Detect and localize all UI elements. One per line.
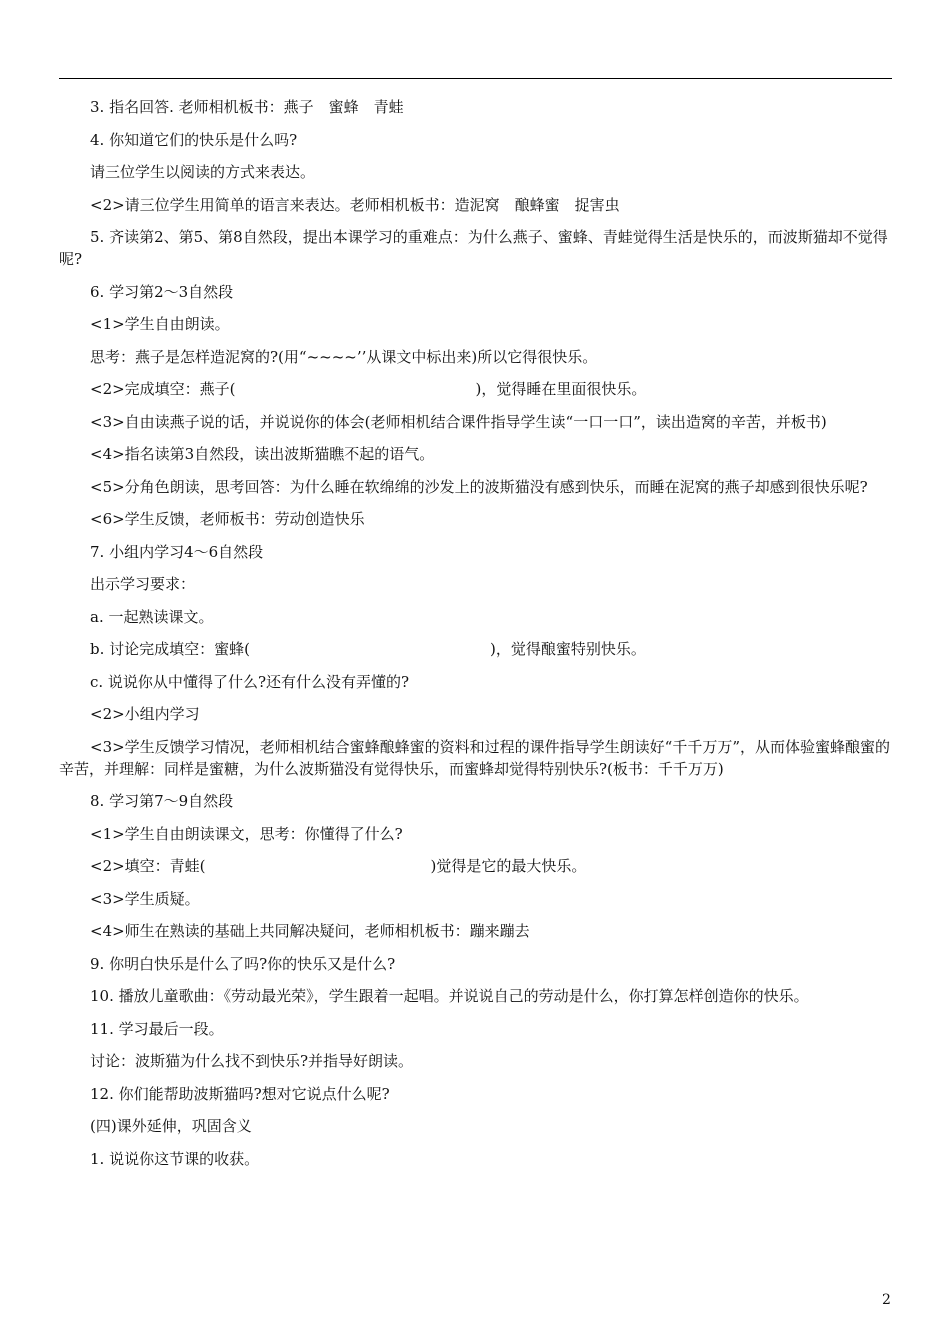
paragraph: (四)课外延伸，巩固含义 <box>90 1117 252 1135</box>
paragraph: <6>学生反馈，老师板书：劳动创造快乐 <box>90 510 365 528</box>
paragraph: 4. 你知道它们的快乐是什么吗? <box>90 130 298 149</box>
paragraph: 10. 播放儿童歌曲：《劳动最光荣》，学生跟着一起唱。并说说自己的劳动是什么，你打算怎样创造你的快乐。 <box>90 987 809 1005</box>
paragraph: <2>填空：青蛙( )觉得是它的最大快乐。 <box>90 857 587 875</box>
paragraph: <5>分角色朗读，思考回答：为什么睡在软绵绵的沙发上的波斯猫没有感到快乐，而睡在泥窝的燕子却感到很快乐呢? <box>90 477 868 496</box>
paragraph: <3>学生质疑。 <box>90 889 200 908</box>
paragraph: a. 一起熟读课文。 <box>90 607 214 626</box>
paragraph: <2>完成填空：燕子( )，觉得睡在里面很快乐。 <box>90 380 647 398</box>
paragraph: 5. 齐读第2、第5、第8自然段，提出本课学习的重难点：为什么燕子、蜜蜂、青蛙觉得生活是快乐的，而波斯猫却不觉得呢? <box>59 228 888 268</box>
paragraph: 1. 说说你这节课的收获。 <box>90 1149 260 1168</box>
paragraph: c. 说说你从中懂得了什么?还有什么没有弄懂的? <box>90 672 410 691</box>
paragraph: <3>自由读燕子说的话，并说说你的体会(老师相机结合课件指导学生读“一口一口”，读出造窝的辛苦，并板书) <box>90 412 827 431</box>
paragraph: 出示学习要求： <box>90 575 196 593</box>
paragraph: <3>学生反馈学习情况，老师相机结合蜜蜂酿蜂蜜的资料和过程的课件指导学生朗读好“千千万万”，从而体验蜜蜂酿蜜的辛苦，并理解：同样是蜜糖，为什么波斯猫没有觉得快乐，而蜜蜂却觉得特别快乐?(板书：千千万万) <box>59 737 891 778</box>
paragraph: 思考：燕子是怎样造泥窝的?(用“~~~~’’从课文中标出来)所以它得很快乐。 <box>90 347 598 366</box>
header-rule <box>59 78 892 79</box>
paragraph: <2>小组内学习 <box>90 705 200 723</box>
paragraph: 9. 你明白快乐是什么了吗?你的快乐又是什么? <box>90 954 396 973</box>
paragraph: 8. 学习第7～9自然段 <box>90 792 234 810</box>
paragraph: 7. 小组内学习4～6自然段 <box>90 542 264 561</box>
paragraph: 请三位学生以阅读的方式来表达。 <box>90 163 316 181</box>
paragraph: 讨论：波斯猫为什么找不到快乐?并指导好朗读。 <box>90 1052 414 1070</box>
paragraph: b. 讨论完成填空：蜜蜂( )，觉得酿蜜特别快乐。 <box>90 640 646 658</box>
paragraph: 11. 学习最后一段。 <box>90 1019 224 1038</box>
document-body <box>59 96 892 1180</box>
paragraph: 6. 学习第2～3自然段 <box>90 282 234 301</box>
paragraph: <1>学生自由朗读。 <box>90 315 230 333</box>
paragraph: <4>指名读第3自然段，读出波斯猫瞧不起的语气。 <box>90 445 435 463</box>
paragraph: <2>请三位学生用简单的语言来表达。老师相机板书：造泥窝 酿蜂蜜 捉害虫 <box>90 195 620 214</box>
page-number: 2 <box>882 1292 891 1308</box>
paragraph: <1>学生自由朗读课文，思考：你懂得了什么? <box>90 824 403 843</box>
paragraph: 3. 指名回答. 老师相机板书：燕子 蜜蜂 青蛙 <box>90 98 404 116</box>
paragraph: <4>师生在熟读的基础上共同解决疑问，老师相机板书：蹦来蹦去 <box>90 922 530 940</box>
paragraph: 12. 你们能帮助波斯猫吗?想对它说点什么呢? <box>90 1084 390 1103</box>
